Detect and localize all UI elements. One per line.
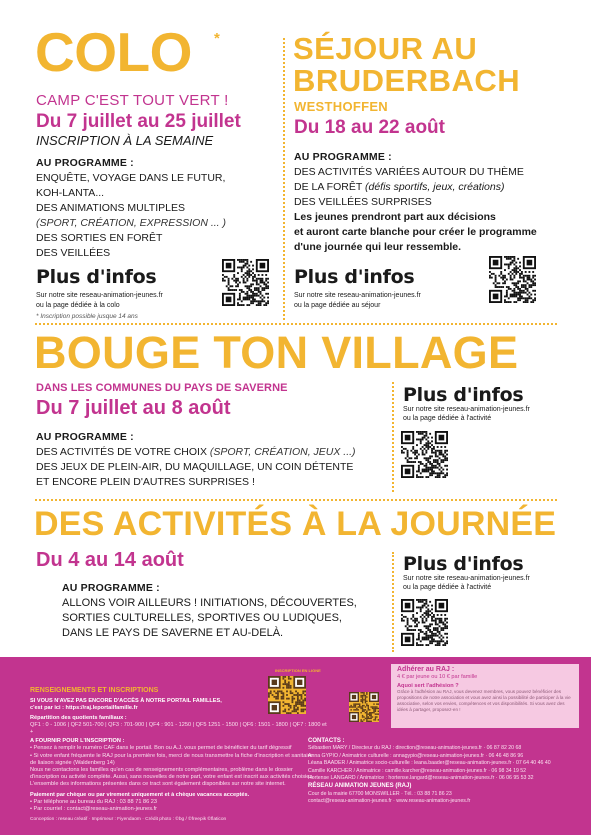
- village-program-heading: AU PROGRAMME :: [36, 431, 134, 443]
- sejour-site-line1[interactable]: Sur notre site reseau-animation-jeunes.fr: [294, 292, 421, 299]
- footer-ap-line: • Pensez à remplir le numéro CAF dans le portail. Bon ou A.J. vous permet de bénéficier du tarif dégressif: [30, 745, 292, 752]
- footer-heading: RENSEIGNEMENTS ET INSCRIPTIONS: [30, 687, 159, 694]
- footer-ap-line: Nous ne contactons les familles qu'en cas de renseignements complémentaires, problème dans le dossier: [30, 767, 293, 774]
- footer-ap-line: L'ensemble des informations présentes dans ce tract sont également disponibles sur notre site internet.: [30, 781, 286, 788]
- village-plus-infos: Plus d'infos: [403, 384, 524, 406]
- footer-ap-line: d'inscription ou activité complète. Aussi, sans nouvelles de notre part, votre enfant est inscrit aux activités choisies.: [30, 774, 314, 781]
- village-site-line2: ou la page dédiée à l'activité: [403, 415, 492, 422]
- section-divider: [35, 323, 557, 325]
- footer-portal-line: SI VOUS N'AVEZ PAS ENCORE D'ACCÈS À NOTRE PORTAIL FAMILLES,: [30, 698, 222, 705]
- contact-line: Camille KARCHER / Animatrice : camille.karcher@reseau-animation-jeunes.fr · 06 98 34 19 52: [308, 767, 527, 774]
- colo-subtitle: CAMP C'EST TOUT VERT !: [36, 92, 229, 109]
- raj-mail[interactable]: contact@reseau-animation-jeunes.fr · www.reseau-animation-jeunes.fr: [308, 798, 471, 805]
- journee-title: DES ACTIVITÉS À LA JOURNÉE: [34, 505, 557, 543]
- colo-inscription: INSCRIPTION À LA SEMAINE: [36, 133, 214, 148]
- adhesion-content: [397, 667, 575, 713]
- raj-address: Cour de la mairie 67700 MONSWILLER · Tél. : 03 88 71 86 23: [308, 790, 452, 797]
- contacts-heading: CONTACTS :: [308, 738, 345, 744]
- footer-payment: Paiement par chèque ou par virement uniquement et à chèque vacances acceptés.: [30, 791, 250, 798]
- sejour-title-line2: BRUDERBACH: [293, 63, 521, 98]
- adhesion-text: Grâce à l'adhésion au RAJ, vous devenez membres, vous pouvez bénéficier des propositions de notre association et vous avez ainsi la possibilité de participer à la vie associative, selon vos envies, compétences et vos disponibilités. Si vous avez des idées à partager, proposez-en !: [397, 689, 571, 712]
- colo-program-line: ENQUÊTE, VOYAGE DANS LE FUTUR,: [36, 172, 226, 184]
- colo-program-line: DES ANIMATIONS MULTIPLES: [36, 202, 185, 214]
- sejour-dates: Du 18 au 22 août: [294, 117, 445, 138]
- journee-divider: [392, 552, 394, 652]
- colo-footnote: * Inscription possible jusque 14 ans: [36, 313, 138, 320]
- column-divider: [283, 38, 285, 320]
- colo-dates: Du 7 juillet au 25 juillet: [36, 111, 241, 132]
- sejour-program-line: DES VEILLÉES SURPRISES: [294, 196, 432, 208]
- sejour-program-text: DE LA FORÊT: [294, 181, 363, 193]
- adhesion-title: Adhérer au RAJ :: [397, 666, 455, 673]
- footer-qr-code-2[interactable]: [349, 692, 379, 722]
- journee-program: [62, 596, 357, 641]
- raj-name: RÉSEAU ANIMATION JEUNES (RAJ): [308, 783, 412, 790]
- village-program-line: [36, 445, 356, 460]
- sejour-bold-line: d'une journée qui leur ressemble.: [294, 241, 462, 253]
- village-program-line: ET ENCORE PLEIN D'AUTRES SURPRISES !: [36, 476, 255, 488]
- journee-qr-code[interactable]: [401, 596, 448, 649]
- village-title: BOUGE TON VILLAGE: [34, 327, 519, 378]
- village-program-line: DES JEUX DE PLEIN-AIR, DU MAQUILLAGE, UN COIN DÉTENTE: [36, 461, 354, 473]
- journee-site-line2: ou la page dédiée à l'activité: [403, 584, 492, 591]
- colo-program-line: DES SORTIES EN FORÊT: [36, 232, 163, 244]
- village-program: [36, 445, 356, 490]
- adhesion-question: Aquoi sert l'adhésion ?: [397, 682, 459, 689]
- journee-program-line: DANS LE PAYS DE SAVERNE ET AU-DELÀ.: [62, 627, 284, 639]
- colo-program: [36, 171, 226, 261]
- footer-qr-code[interactable]: [268, 676, 306, 714]
- sejour-location: WESTHOFFEN: [294, 99, 388, 114]
- sejour-program-heading: AU PROGRAMME :: [294, 151, 392, 163]
- contact-line: Anna GYPIO / Animatrice culturelle : annagypio@reseau-animation-jeunes.fr · 06 46 48 86 96: [308, 752, 524, 759]
- village-divider: [392, 382, 394, 492]
- village-qr-code[interactable]: [401, 428, 448, 481]
- adhesion-price: 4 € par jeune ou 10 € par famille: [397, 673, 478, 680]
- colo-program-line: KOH-LANTA...: [36, 187, 105, 199]
- colo-plus-infos: Plus d'infos: [36, 266, 157, 288]
- sejour-program: [294, 165, 537, 255]
- sejour-program-line: DES ACTIVITÉS VARIÉES AUTOUR DU THÈME: [294, 166, 524, 178]
- footer-qr-label: INSCRIPTION EN LIGNE: [275, 668, 321, 673]
- sejour-bold-line: Les jeunes prendront part aux décisions: [294, 211, 496, 223]
- village-communes: DANS LES COMMUNES DU PAYS DE SAVERNE: [36, 382, 288, 394]
- colo-asterisk: *: [214, 30, 220, 47]
- colo-program-line: DES VEILLÉES: [36, 247, 111, 259]
- village-site-line1[interactable]: Sur notre site reseau-animation-jeunes.fr: [403, 406, 530, 413]
- footer-quotient: QF1 : 0 - 1006 | QF2 501-700 | QF3 : 701-900 | QF4 : 901 - 1250 | QF5 1251 - 1500 | QF6 : 1501 - 1800 | QF7 : 1800 et +: [30, 721, 327, 736]
- footer-quotient-label: Répartition des quotients familiaux :: [30, 714, 127, 721]
- section-divider: [35, 499, 557, 501]
- village-program-text: DES ACTIVITÉS DE VOTRE CHOIX: [36, 446, 207, 458]
- colo-program-italic: (SPORT, CRÉATION, EXPRESSION ... ): [36, 217, 227, 229]
- footer-payment-line[interactable]: • Par courriel : contact@reseau-animation-jeunes.fr: [30, 806, 158, 813]
- journee-dates: Du 4 au 14 août: [36, 549, 184, 571]
- journee-program-line: ALLONS VOIR AILLEURS ! INITIATIONS, DÉCOUVERTES,: [62, 597, 357, 609]
- colo-site-line1[interactable]: Sur notre site reseau-animation-jeunes.fr: [36, 292, 163, 299]
- footer-apfournir: A FOURNIR POUR L'INSCRIPTION :: [30, 738, 125, 745]
- colo-qr-code[interactable]: [222, 256, 269, 309]
- journee-site-line1[interactable]: Sur notre site reseau-animation-jeunes.fr: [403, 575, 530, 582]
- sejour-program-italic: (défis sportifs, jeux, créations): [365, 181, 505, 193]
- journee-program-heading: AU PROGRAMME :: [62, 582, 160, 594]
- colo-site-line2: ou la page dédiée à la colo: [36, 302, 120, 309]
- sejour-program-line: [294, 180, 537, 195]
- footer-ap-line: • Si votre enfant fréquente le RAJ pour la première fois, merci de nous transmettre la fiche d'inscription et sanitaire: [30, 752, 313, 759]
- footer-ap-line: de liaison signée (Waldenberg 14): [30, 759, 115, 766]
- village-program-italic: (SPORT, CRÉATION, JEUX ...): [209, 446, 356, 458]
- sejour-bold-line: et auront carte blanche pour créer le programme: [294, 226, 537, 238]
- sejour-plus-infos: Plus d'infos: [294, 266, 415, 288]
- journee-program-line: SORTIES CULTURELLES, SPORTIVES OU LUDIQUES,: [62, 612, 342, 624]
- journee-plus-infos: Plus d'infos: [403, 553, 524, 575]
- footer-portal-link[interactable]: c'est par ici : https://raj.leportailfamille.fr: [30, 705, 138, 712]
- sejour-title-line1: SÉJOUR AU: [293, 31, 478, 66]
- contact-line: Léana BAADER / Animatrice socio-culturelle : leana.baader@reseau-animation-jeunes.fr · 07 64 40 46 40: [308, 760, 551, 767]
- village-dates: Du 7 juillet au 8 août: [36, 397, 231, 419]
- footer-payment-line: • Par téléphone au bureau du RAJ : 03 88 71 86 23: [30, 798, 157, 805]
- sejour-qr-code[interactable]: [489, 253, 536, 306]
- footer-credits: Conception : reseau créatif · Imprimeur : Fiyendaom · Crédit photo : ©bg / ©freepik ©flaticon: [30, 817, 227, 823]
- colo-title: COLO: [35, 21, 192, 83]
- contact-line: Hortense LANGARD / Animatrice : hortense.langard@reseau-animation-jeunes.fr · 06 06 95 53 32: [308, 775, 534, 782]
- sejour-site-line2: ou la page dédiée au séjour: [294, 302, 381, 309]
- contacts-list: [308, 745, 584, 782]
- footer-contacts: [308, 738, 584, 806]
- colo-program-heading: AU PROGRAMME :: [36, 157, 134, 169]
- contact-line: Sébastien MARY / Directeur du RAJ : direction@reseau-animation-jeunes.fr · 06 87 82 20 68: [308, 745, 522, 752]
